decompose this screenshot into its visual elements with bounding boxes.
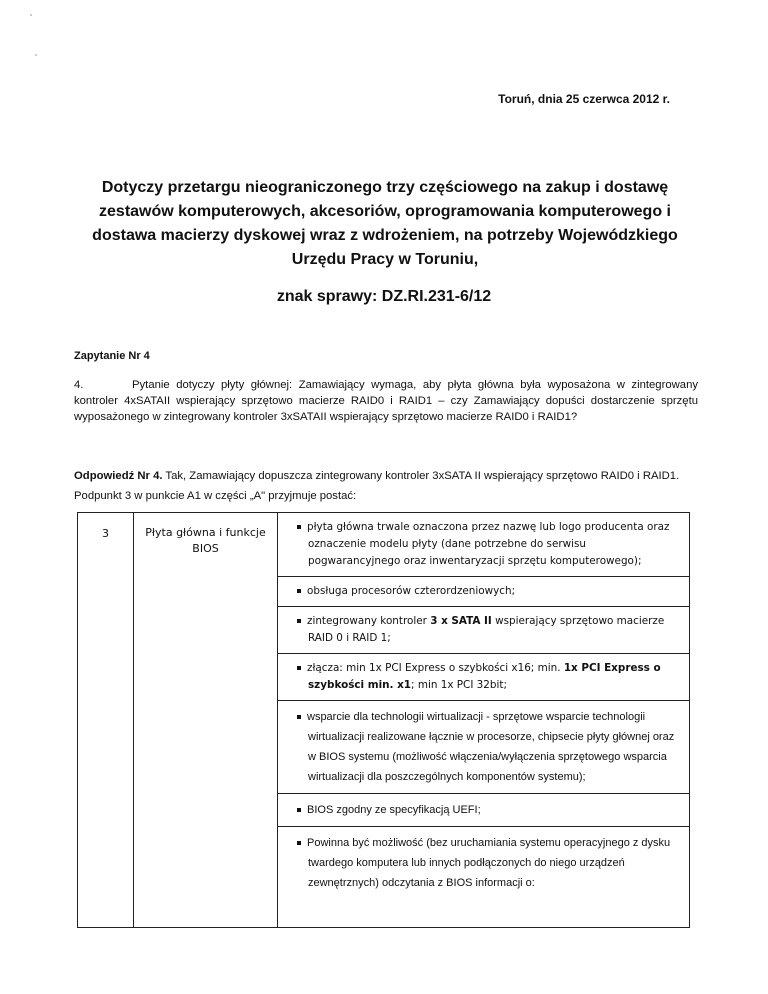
list-item: BIOS zgodny ze specyfikacją UEFI; — [278, 794, 689, 827]
list-item: płyta główna trwale oznaczona przez nazwę lub logo producenta oraz oznaczenie modelu płyty (dane potrzebne do serwisu pogwarancyjnego oraz inwentaryzacji sprzętu komputerowego); — [278, 513, 689, 577]
answer-label: Odpowiedź Nr 4. — [74, 470, 163, 482]
list-item: wsparcie dla technologii wirtualizacji - sprzętowe wsparcie technologii wirtualizacji realizowane łącznie w procesorze, chipsecie płyty głównej oraz w BIOS systemu (możliwość włączenia/wyłączenia sprzętowego wsparcia wirtualizacji dla poszczególnych komponentów systemu); — [278, 701, 689, 794]
question-paragraph — [74, 377, 698, 425]
table-row — [78, 513, 690, 928]
spec-table — [77, 512, 690, 928]
answer-paragraph — [74, 466, 704, 506]
list-item: zintegrowany kontroler 3 x SATA II wspierający sprzętowo macierze RAID 0 i RAID 1; — [278, 607, 689, 654]
question-number: 4. — [74, 379, 84, 391]
row-number: 3 — [78, 513, 134, 928]
answer-text: Tak, Zamawiający dopuszcza zintegrowany kontroler 3xSATA II wspierający sprzętowo RAID0 i RAID1. Podpunkt 3 w punkcie A1 w części „A" przyjmuje postać: — [74, 470, 680, 502]
bullet-icon — [297, 808, 301, 812]
list-item: Powinna być możliwość (bez uruchamiania systemu operacyjnego z dysku twardego komputera lub innych podłączonych do niego urządzeń zewnętrznych) odczytania z BIOS informacji o: — [278, 827, 689, 927]
list-item: obsługa procesorów czterordzeniowych; — [278, 577, 689, 607]
scan-speck — [30, 14, 32, 16]
title-line: zestawów komputerowych, akcesoriów, oprogramowania komputerowego i — [99, 203, 671, 220]
list-item: złącza: min 1x PCI Express o szybkości x16; min. 1x PCI Express o szybkości min. x1; min 1x PCI 32bit; — [278, 654, 689, 701]
bullet-icon — [297, 715, 301, 719]
requirements-cell — [278, 513, 690, 928]
question-heading: Zapytanie Nr 4 — [74, 350, 150, 362]
bullet-icon — [297, 589, 301, 593]
bullet-icon — [297, 841, 301, 845]
component-name: Płyta główna i funkcje BIOS — [134, 513, 278, 928]
bullet-icon — [297, 666, 301, 670]
scan-speck — [35, 54, 37, 56]
document-date: Toruń, dnia 25 czerwca 2012 r. — [498, 92, 670, 106]
document-title — [60, 176, 710, 272]
title-line: Urzędu Pracy w Toruniu, — [291, 251, 479, 268]
bullet-icon — [297, 525, 301, 529]
title-line: Dotyczy przetargu nieograniczonego trzy częściowego na zakup i dostawę — [101, 179, 669, 196]
title-line: dostawa macierzy dyskowej wraz z wdrożeniem, na potrzeby Wojewódzkiego — [92, 227, 678, 244]
question-text: Pytanie dotyczy płyty głównej: Zamawiający wymaga, aby płyta główna była wyposażona w zintegrowany kontroler 4xSATAII wspierający sprzętowo macierze RAID0 i RAID1 – czy Zamawiający dopuści dostarczenie sprzętu wyposażonego w zintegrowany kontroler 3xSATAII wspierający sprzętowo macierze RAID0 i RAID1? — [74, 379, 698, 423]
case-number: znak sprawy: DZ.RI.231-6/12 — [276, 288, 492, 305]
bullet-icon — [297, 619, 301, 623]
